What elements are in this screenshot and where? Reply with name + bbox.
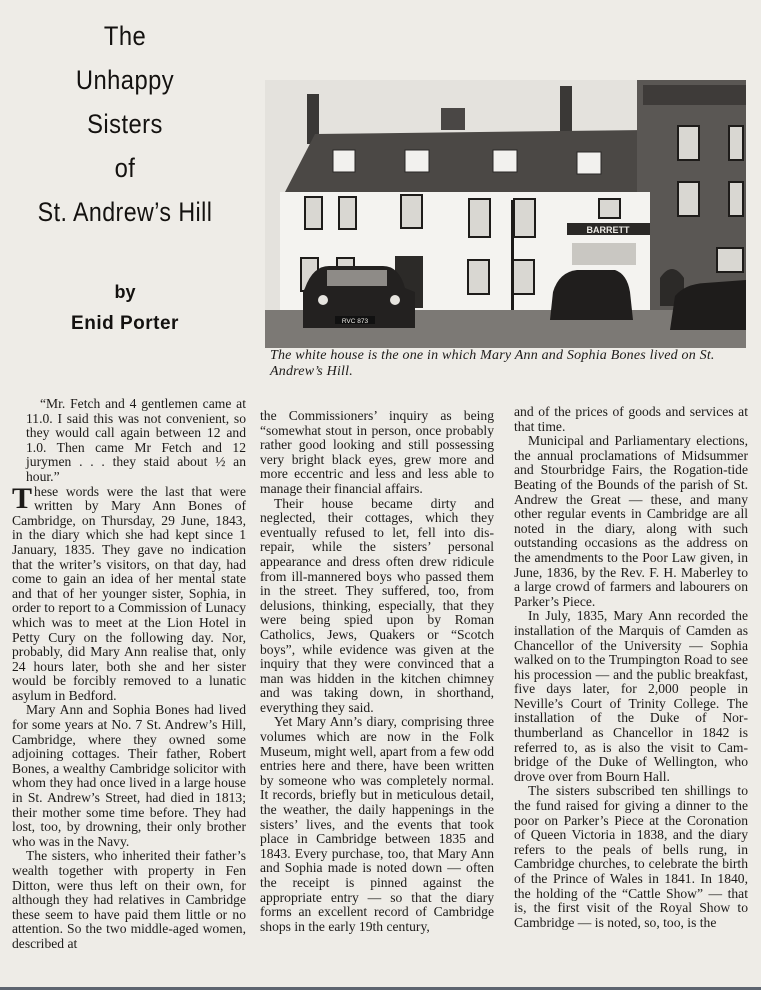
title-line-5: St. Andrew’s Hill (37, 197, 213, 227)
body-paragraph: the Commissioners’ inquiry as being “somewhat stout in person, once probably rather good looking and still possessing very bright black eyes, grew more and more eccentric and less and less able to manage their financial affairs. (260, 408, 494, 496)
body-paragraph: and of the prices of goods and services at that time. (514, 404, 748, 434)
diary-quote: “Mr. Fetch and 4 gentlemen came at 11.0. I said this was not convenient, so they would call again between 12 and 1.0. Then came Mr Fetch and 12 jurymen . . . they staid about ½ an hour.” (26, 396, 246, 484)
car-left (303, 266, 415, 328)
title-line-2: Unhappy (75, 65, 175, 95)
car-middle (550, 270, 633, 320)
body-paragraph: The sisters subscribed ten shillings to the fund raised for giving a dinner to the poor on Parker’s Piece at the Coronation of Queen Victoria in 1838, and the diary refers to the peals of bells rung, in Cambridge churches, to celebrate the birth of the Prince of Wales in 1841. In 1840, the holding of the “Cattle Show” — that is, the first visit of the Royal Show to Cambridge — is noted, so, too, is the (514, 783, 748, 930)
body-paragraph: Their house became dirty and neglected, their cottages, which they eventually refused to let, fell into disrepair, while the sisters’ personal appearance and dress often drew ridicule from ill-mannered boys who passed them in the street. They suffered, too, from delusions, thinking, especially, that they were being spied upon by Roman Catholics, Jews, Quakers or “Scotch boys”, while evidence was given at the inquiry that they were convinced that a man was hidden in the kitchen chimney and was taking down, in shorthand, everything they said. (260, 495, 494, 715)
text-column-1 (12, 397, 246, 952)
body-paragraph: Yet Mary Ann’s diary, comprising three volumes which are now in the Folk Museum, might well, apart from a few odd entries here and there, have been written by someone who was completely normal. It records, briefly but in meticulous detail, the weather, the daily happenings in the sisters’ lives, and the events that took place in Cambridge between 1835 and 1843. Every purchase, too, that Mary Ann and Sophia made is noted down — often the receipt is pinned against the appropriate entry — so that the diary forms an excellent record of Cambridge shops in the early 19th century, (260, 714, 494, 934)
house-photograph (265, 80, 746, 348)
body-paragraph: The sisters, who inherited their father’s wealth together with property in Fen Ditton, were thus left on their own, for although they had relatives in Cambridge these seem to have paid them little or no attention. So the two middle-aged women, described at (12, 848, 246, 951)
opening-text: hese words were the last that were written by Mary Ann Bones of Cambridge, on Thursday, 29 June, 1843, in the diary which she had kept since 1 January, 1835. They gave no indication that the writer’s visitors, on that day, had come to gain an idea of her mental state and that of her younger sister, Sophia, in order to report to a Commission of Lunacy which was to meet at the Lion Hotel in Petty Cury on the following day. Nor, probably, did Mary Ann realise that, only 24 hours later, both she and her sister would be forcibly removed to a lunatic asylum in Bedford. (12, 483, 246, 703)
body-paragraph (12, 481, 246, 704)
title-line-3: Sisters (87, 109, 163, 139)
article-title (0, 14, 250, 234)
house-photo-illustration (265, 80, 746, 348)
author-name: Enid Porter (71, 313, 179, 334)
body-paragraph: Municipal and Parliamentary elections, the annual proclamations of Midsummer and Stourbridge Fairs, the Rogation-tide Beating of the Bounds of the parish of St. Andrew the Great — these, and many other regular events in Cambridge are all noted in the diary, along with such outstanding occasions as the address on the amendments to the Poor Law given, in June, 1836, by the Rev. F. H. Maberley to a large crowd of farmers and labourers on Parker’s Piece. (514, 433, 748, 609)
title-line-1: The (103, 21, 147, 51)
text-column-2 (260, 409, 494, 934)
photo-caption: The white house is the one in which Mary Ann and Sophia Bones lived on St. Andrew’s Hill. (270, 348, 715, 379)
byline-label: by (114, 282, 136, 302)
license-plate: RVC 873 (341, 318, 369, 325)
body-paragraph: Mary Ann and Sophia Bones had lived for some years at No. 7 St. Andrew’s Hill, Cambridge, where they owned some adjoining cottages. Their father, Robert Bones, a wealthy Cambridge solicitor with whom they had once lived in a large house in St. Andrew’s Street, had died in 1813; their mother some time before. They had lost, too, by drowning, their only brother who was in the Navy. (12, 702, 246, 849)
body-paragraph: In July, 1835, Mary Ann recorded the installation of the Marquis of Camden as Chancellor of the University — Sophia walked on to the Trumpington Road to see his procession — and the public breakfast, five days later, for 2,000 people in Neville’s Court of Trinity College. The installation of the Duke of Northumberland as Chancellor in 1842 is referred to, as is also the visit to Cambridge of the Duke of Wellington, who drove over from Bourn Hall. (514, 608, 748, 784)
text-column-3 (514, 405, 748, 930)
drop-cap: T (12, 481, 33, 515)
title-line-4: of (114, 153, 136, 183)
shop-sign-text: BARRETT (586, 225, 630, 235)
